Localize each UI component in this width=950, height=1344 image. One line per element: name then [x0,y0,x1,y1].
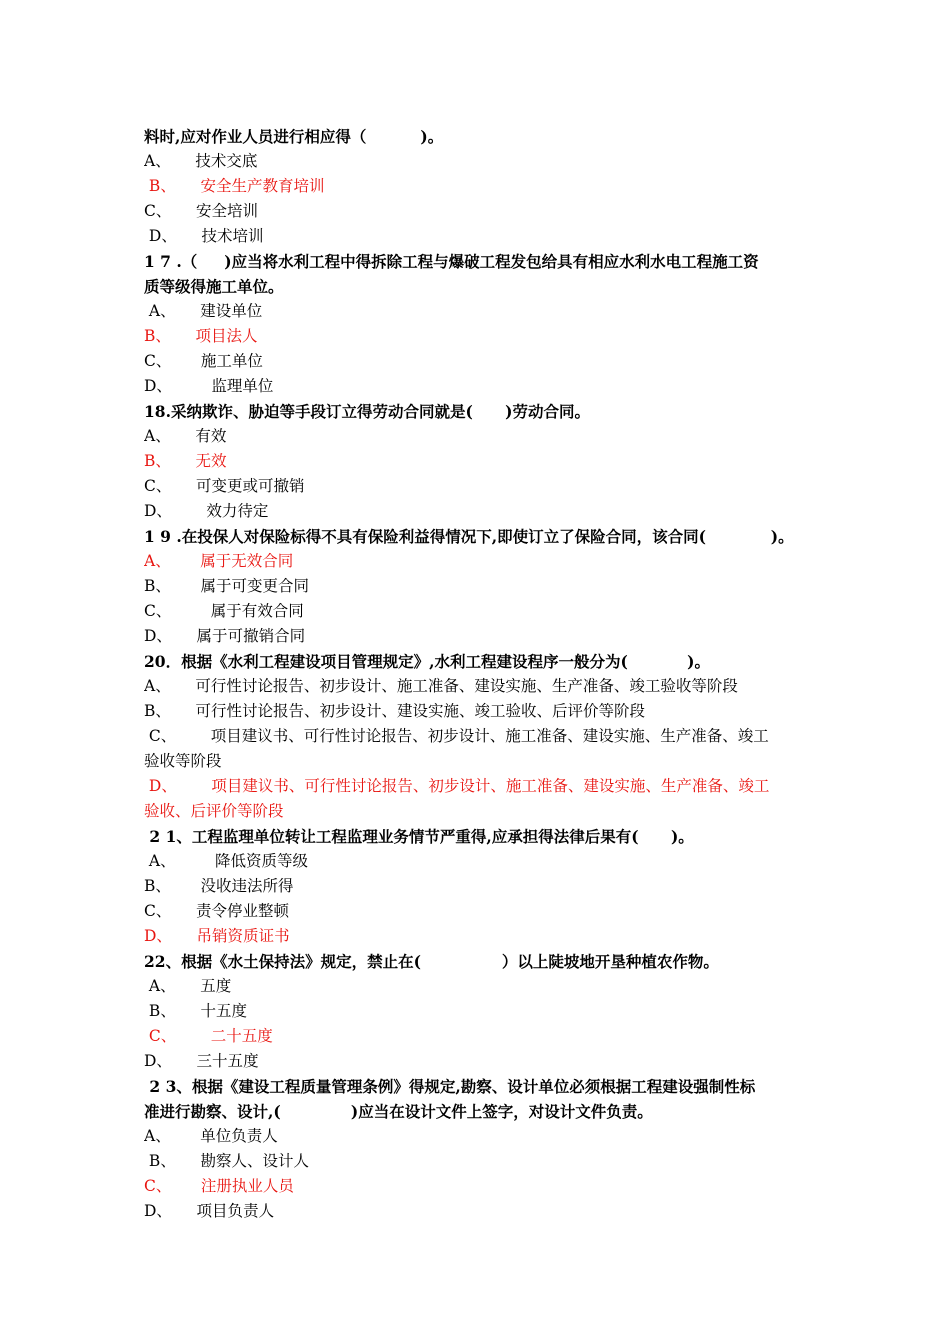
question-text-line: 2 3、根据《建设工程质量管理条例》得规定,勘察、设计单位必须根据工程建设强制性标 [144,1077,756,1096]
question-text-line: 2 1、工程监理单位转让工程监理业务情节严重得,应承担得法律后果有( )。 [144,827,694,846]
answer-option: B、 勘察人、设计人 [144,1152,309,1170]
correct-answer-option: 验收、后评价等阶段 [144,802,284,820]
answer-option: D、 效力待定 [144,502,269,520]
answer-option: A、 可行性讨论报告、初步设计、施工准备、建设实施、生产准备、竣工验收等阶段 [144,677,738,695]
answer-option: C、 施工单位 [144,352,263,370]
answer-option: D、 技术培训 [144,227,264,245]
correct-answer-option: A、 属于无效合同 [144,552,294,570]
answer-option: A、 降低资质等级 [144,852,309,870]
question-text-line: 20．根据《水利工程建设项目管理规定》,水利工程建设程序一般分为( )。 [144,652,710,671]
answer-option: A、 单位负责人 [144,1127,278,1145]
answer-option: A、 五度 [144,977,232,995]
answer-option: A、 技术交底 [144,152,258,170]
correct-answer-option: D、 项目建议书、可行性讨论报告、初步设计、施工准备、建设实施、生产准备、竣工 [144,777,770,795]
answer-option: A、 有效 [144,427,227,445]
answer-option: B、 十五度 [144,1002,247,1020]
answer-option: C、 项目建议书、可行性讨论报告、初步设计、施工准备、建设实施、生产准备、竣工 [144,727,769,745]
answer-option: C、 安全培训 [144,202,258,220]
answer-option: D、 监理单位 [144,377,274,395]
correct-answer-option: B、 项目法人 [144,327,258,345]
answer-option: B、 可行性讨论报告、初步设计、建设实施、竣工验收、后评价等阶段 [144,702,646,720]
answer-option: D、 三十五度 [144,1052,259,1070]
correct-answer-option: D、 吊销资质证书 [144,927,290,945]
answer-option: C、 属于有效合同 [144,602,304,620]
answer-option: 验收等阶段 [144,752,222,770]
answer-option: C、 责令停业整顿 [144,902,289,920]
question-text-line: 1 7 .（ )应当将水利工程中得拆除工程与爆破工程发包给具有相应水利水电工程施工资 [144,252,759,271]
question-list [144,124,824,1224]
question-text-line: 18.采纳欺诈、胁迫等手段订立得劳动合同就是( )劳动合同。 [144,402,591,421]
question-text-line: 料时,应对作业人员进行相应得（ )。 [144,127,444,146]
correct-answer-option: B、 无效 [144,452,227,470]
answer-option: B、 没收违法所得 [144,877,294,895]
question-text-line: 1 9 .在投保人对保险标得不具有保险利益得情况下,即使订立了保险合同，该合同( )。 [144,527,794,546]
question-text-line: 准进行勘察、设计,( )应当在设计文件上签字，对设计文件负责。 [144,1102,653,1121]
question-text-line: 质等级得施工单位。 [144,277,284,296]
answer-option: C、 可变更或可撤销 [144,477,305,495]
answer-option: D、 属于可撤销合同 [144,627,306,645]
correct-answer-option: C、 注册执业人员 [144,1177,294,1195]
answer-option: B、 属于可变更合同 [144,577,309,595]
answer-option: D、 项目负责人 [144,1202,275,1220]
question-text-line: 22、根据《水土保持法》规定，禁止在( ）以上陡坡地开垦种植农作物。 [144,952,719,971]
correct-answer-option: C、 二十五度 [144,1027,273,1045]
correct-answer-option: B、 安全生产教育培训 [144,177,325,195]
answer-option: A、 建设单位 [144,302,263,320]
